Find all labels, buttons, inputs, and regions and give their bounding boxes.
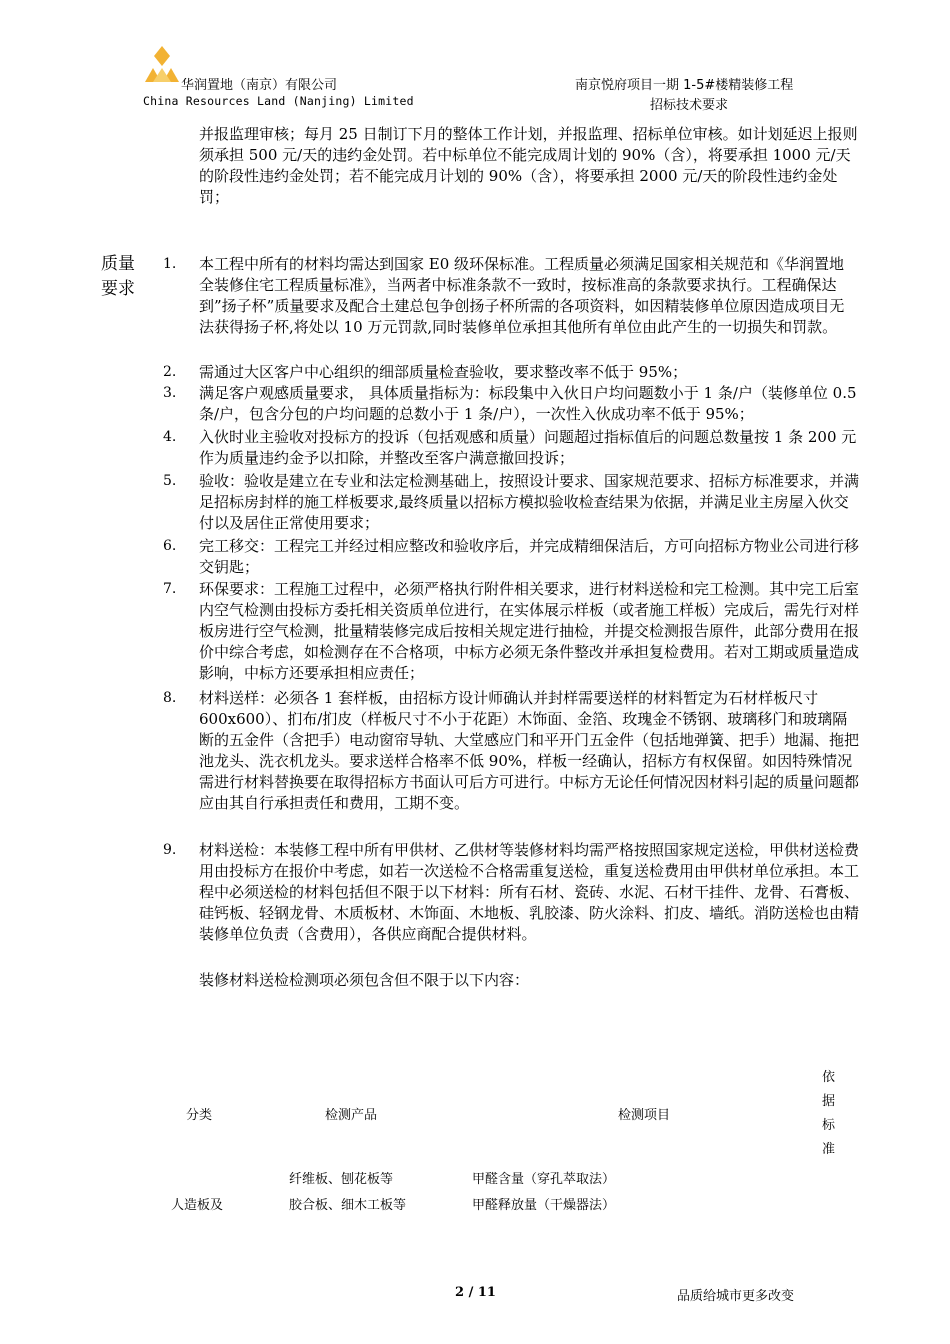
table-header-category: 分类 [186, 1108, 213, 1123]
company-name-cn: 华润置地（南京）有限公司 [181, 78, 338, 93]
project-name: 南京悦府项目一期 1-5#楼精装修工程 [575, 78, 794, 93]
section-label: 质量要求 [101, 254, 135, 299]
continuation-paragraph: 并报监理审核；每月 25 日制订下月的整体工作计划，并报监理、招标单位审核。如计划延迟上报则须承担 500 元/天的违约金处罚。若中标单位不能完成周计划的 90%（含），将要承担 1000 元/天的阶段性违约金处罚；若不能完成月计划的 90%（含），将要承担 2000 元/天的阶段性违约金处罚； [199, 125, 858, 206]
company-logo [143, 44, 181, 84]
table-cell-category: 人造板及 [171, 1198, 224, 1213]
list-item-text: 完工移交：工程完工并经过相应整改和验收序后，并完成精细保洁后，方可向招标方物业公司进行移交钥匙； [199, 537, 860, 576]
list-item-number: 1. [163, 256, 177, 272]
list-item-number: 6. [163, 538, 177, 554]
list-item-number: 7. [163, 581, 177, 597]
page-total: 11 [477, 1285, 496, 1300]
list-item-text: 环保要求：工程施工过程中，必须严格执行附件相关要求，进行材料送检和完工检测。其中完工后室内空气检测由投标方委托相关资质单位进行，在实体展示样板（或者施工样板）完成后，需先行对样板房进行空气检测，批量精装修完成后按相关规定进行抽检，并提交检测报告原件，此部分费用在报价中综合考虑，如检测存在不合格项，中标方必须无条件整改并承担复检费用。若对工期或质量造成影响，中标方还要承担相应责任； [199, 580, 860, 682]
list-item-text: 入伙时业主验收对投标方的投诉（包括观感和质量）问题超过指标值后的问题总数量按 1 条 200 元作为质量违约金予以扣除，并整改至客户满意撤回投诉； [199, 428, 857, 467]
table-header-basis: 依据标准 [822, 1070, 836, 1157]
list-item-number: 5. [163, 473, 177, 489]
list-item-text: 本工程中所有的材料均需达到国家 E0 级环保标准。工程质量必须满足国家相关规范和《华润置地全装修住宅工程质量标准》，当两者中标准条款不一致时，按标准高的条款要求执行。工程确保达到”扬子杯”质量要求及配合土建总包争创扬子杯所需的各项资料，如因精装修单位原因造成项目无法获得扬子杯,将处以 10 万元罚款,同时装修单位承担其他所有单位由此产生的一切损失和罚款。 [199, 255, 845, 336]
table-header-product: 检测产品 [325, 1108, 378, 1123]
list-item-text: 材料送样：必须各 1 套样板，由招标方设计师确认并封样需要送样的材料暂定为石材样板尺寸 600x600）、扪布/扪皮（样板尺寸不小于花距）木饰面、金箔、玫瑰金不锈钢、玻璃移门和玻璃隔断的五金件（含把手）电动窗帘导轨、大堂感应门和平开门五金件（包括地弹簧、把手）地漏、拖把池龙头、洗衣机龙头。要求送样合格率不低 90%，样板一经确认，招标方有权保留。如因特殊情况需进行材料替换要在取得招标方书面认可后方可进行。中标方无论任何情况因材料引起的质量问题都应由其自行承担责任和费用，工期不变。 [199, 689, 860, 812]
company-name-en: China Resources Land (Nanjing) Limited [143, 94, 414, 108]
list-item-number: 9. [163, 842, 177, 858]
list-item-text: 满足客户观感质量要求， 具体质量指标为：标段集中入伙日户均问题数小于 1 条/户（装修单位 0.5 条/户，包含分包的户均问题的总数小于 1 条/户），一次性入伙成功率不低于 95%； [199, 384, 857, 423]
document-title: 招标技术要求 [650, 98, 729, 113]
list-item-number: 2. [163, 364, 177, 380]
list-item-text: 需通过大区客户中心组织的细部质量检查验收，要求整改率不低于 95%； [199, 363, 688, 381]
list-item-text: 材料送检：本装修工程中所有甲供材、乙供材等装修材料均需严格按照国家规定送检，甲供材送检费用由投标方在报价中考虑，如若一次送检不合格需重复送检，重复送检费用由甲供材单位承担。本工程中必须送检的材料包括但不限于以下材料：所有石材、瓷砖、水泥、石材干挂件、龙骨、石膏板、硅钙板、轻钢龙骨、木质板材、木饰面、木地板、乳胶漆、防火涂料、扪皮、墙纸。消防送检也由精装修单位负责（含费用），各供应商配合提供材料。 [199, 841, 860, 943]
table-header-item: 检测项目 [618, 1108, 671, 1123]
table-cell-product: 胶合板、细木工板等 [289, 1198, 407, 1213]
list-item-text: 验收：验收是建立在专业和法定检测基础上，按照设计要求、国家规范要求、招标方标准要求，并满足招标房封样的施工样板要求,最终质量以招标方模拟验收检查结果为依据，并满足业主房屋入伙交付以及居住正常使用要求； [199, 472, 860, 532]
footer-slogan: 品质给城市更多改变 [677, 1289, 795, 1304]
table-cell-item: 甲醛含量（穿孔萃取法） [472, 1172, 616, 1187]
page-number: 2 / 11 [455, 1285, 496, 1300]
page-current: 2 [455, 1285, 465, 1300]
list-item-number: 4. [163, 429, 177, 445]
list-item-number: 3. [163, 385, 177, 401]
table-intro-text: 装修材料送检检测项必须包含但不限于以下内容： [199, 971, 530, 989]
table-cell-product: 纤维板、刨花板等 [289, 1172, 394, 1187]
list-item-number: 8. [163, 690, 177, 706]
logo-mark-top [154, 46, 170, 66]
table-cell-item: 甲醛释放量（干燥器法） [472, 1198, 616, 1213]
